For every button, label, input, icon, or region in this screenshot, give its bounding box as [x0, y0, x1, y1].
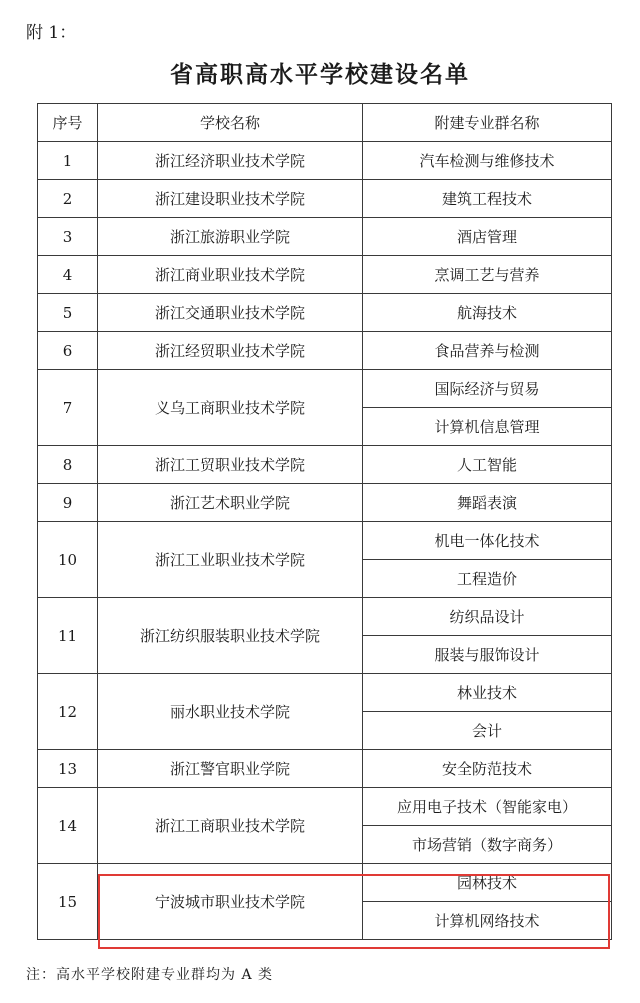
cell-major: 舞蹈表演: [363, 484, 612, 522]
table-row: [38, 522, 612, 560]
cell-major: 国际经济与贸易: [363, 370, 612, 408]
table-row: [38, 484, 612, 522]
table-row: [38, 674, 612, 712]
cell-school: 浙江建设职业技术学院: [98, 180, 363, 218]
cell-seq: 8: [38, 446, 98, 484]
cell-major: 服装与服饰设计: [363, 636, 612, 674]
table-body: [38, 142, 612, 940]
cell-seq: 2: [38, 180, 98, 218]
cell-school: 丽水职业技术学院: [98, 674, 363, 750]
cell-seq: 10: [38, 522, 98, 598]
table-row: [38, 294, 612, 332]
cell-major: 食品营养与检测: [363, 332, 612, 370]
cell-major: 安全防范技术: [363, 750, 612, 788]
table-row: [38, 750, 612, 788]
cell-major: 航海技术: [363, 294, 612, 332]
cell-major: 市场营销（数字商务）: [363, 826, 612, 864]
footnote: 注：高水平学校附建专业群均为 A 类: [26, 967, 274, 983]
table-row: [38, 332, 612, 370]
cell-school: 浙江工贸职业技术学院: [98, 446, 363, 484]
cell-major: 工程造价: [363, 560, 612, 598]
cell-major: 园林技术: [363, 864, 612, 902]
cell-major: 人工智能: [363, 446, 612, 484]
cell-seq: 5: [38, 294, 98, 332]
cell-major: 应用电子技术（智能家电）: [363, 788, 612, 826]
cell-major: 机电一体化技术: [363, 522, 612, 560]
table-row: [38, 598, 612, 636]
table-row: [38, 218, 612, 256]
cell-school: 浙江工业职业技术学院: [98, 522, 363, 598]
cell-major: 计算机信息管理: [363, 408, 612, 446]
cell-major: 纺织品设计: [363, 598, 612, 636]
cell-major: 酒店管理: [363, 218, 612, 256]
cell-school: 浙江交通职业技术学院: [98, 294, 363, 332]
cell-seq: 13: [38, 750, 98, 788]
table-row: [38, 370, 612, 408]
cell-school: 义乌工商职业技术学院: [98, 370, 363, 446]
cell-major: 林业技术: [363, 674, 612, 712]
cell-seq: 11: [38, 598, 98, 674]
table-row: [38, 446, 612, 484]
cell-school: 浙江旅游职业学院: [98, 218, 363, 256]
table-row: [38, 788, 612, 826]
cell-seq: 12: [38, 674, 98, 750]
cell-major: 建筑工程技术: [363, 180, 612, 218]
cell-major: 烹调工艺与营养: [363, 256, 612, 294]
cell-seq: 7: [38, 370, 98, 446]
page-title: 省高职高水平学校建设名单: [170, 62, 470, 88]
cell-major: 会计: [363, 712, 612, 750]
header-major: 附建专业群名称: [363, 104, 612, 142]
cell-seq: 1: [38, 142, 98, 180]
cell-seq: 14: [38, 788, 98, 864]
attachment-label: 附 1：: [26, 23, 77, 43]
cell-seq: 9: [38, 484, 98, 522]
table-row: [38, 864, 612, 902]
cell-major: 汽车检测与维修技术: [363, 142, 612, 180]
cell-school: 浙江警官职业学院: [98, 750, 363, 788]
cell-seq: 15: [38, 864, 98, 940]
cell-seq: 3: [38, 218, 98, 256]
cell-seq: 4: [38, 256, 98, 294]
table-row: [38, 256, 612, 294]
cell-school: 浙江工商职业技术学院: [98, 788, 363, 864]
header-seq: 序号: [38, 104, 98, 142]
table-header-row: [38, 104, 612, 142]
header-school: 学校名称: [98, 104, 363, 142]
school-list-table: [37, 103, 612, 940]
cell-school: 浙江经贸职业技术学院: [98, 332, 363, 370]
cell-school: 浙江商业职业技术学院: [98, 256, 363, 294]
table-row: [38, 180, 612, 218]
table-row: [38, 142, 612, 180]
cell-major: 计算机网络技术: [363, 902, 612, 940]
cell-school: 浙江纺织服装职业技术学院: [98, 598, 363, 674]
cell-school: 浙江艺术职业学院: [98, 484, 363, 522]
cell-school: 浙江经济职业技术学院: [98, 142, 363, 180]
cell-school: 宁波城市职业技术学院: [98, 864, 363, 940]
cell-seq: 6: [38, 332, 98, 370]
